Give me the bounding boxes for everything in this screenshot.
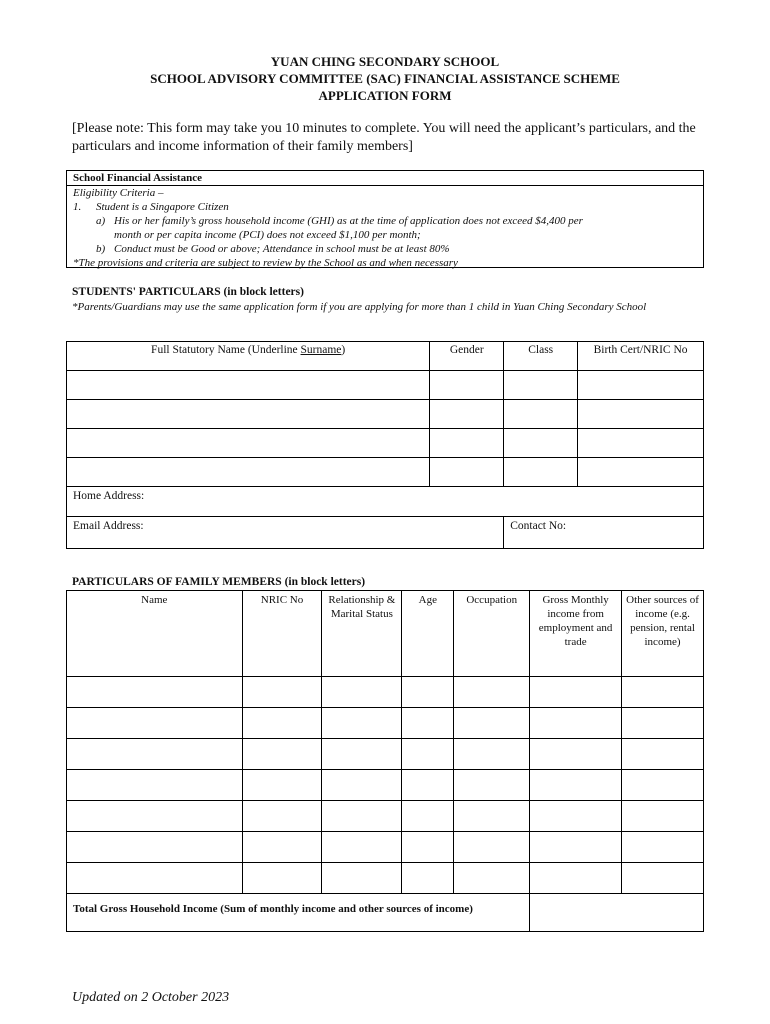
student-class-cell[interactable]: [504, 371, 578, 400]
criterion-a: [67, 214, 703, 228]
family-row: [67, 770, 704, 801]
col-full-name: Full Statutory Name (Underline Surname): [67, 342, 430, 371]
cell[interactable]: [622, 708, 704, 739]
cell[interactable]: [67, 832, 243, 863]
home-address-row: [67, 487, 704, 517]
cell[interactable]: [622, 863, 704, 894]
cell[interactable]: [454, 708, 530, 739]
cell[interactable]: [454, 863, 530, 894]
cell[interactable]: [67, 801, 243, 832]
criterion-1-number: 1.: [73, 201, 82, 213]
student-name-cell[interactable]: [67, 400, 430, 429]
student-id-cell[interactable]: [578, 371, 704, 400]
family-row: [67, 739, 704, 770]
form-title: APPLICATION FORM: [318, 88, 452, 103]
contact-row: [67, 517, 704, 549]
criterion-b-number: b): [96, 243, 106, 255]
family-row: [67, 863, 704, 894]
students-table: [66, 341, 704, 549]
assistance-title: School Financial Assistance: [67, 171, 703, 186]
email-address-field[interactable]: Email Address:: [67, 517, 504, 549]
cell[interactable]: [322, 739, 402, 770]
student-id-cell[interactable]: [578, 429, 704, 458]
col-age: Age: [402, 591, 454, 677]
cell[interactable]: [530, 801, 622, 832]
criterion-a-number: a): [96, 215, 106, 227]
cell[interactable]: [242, 677, 322, 708]
criteria-footnote: *The provisions and criteria are subject to review by the School as and when necessary: [73, 257, 458, 269]
student-row: [67, 458, 704, 487]
students-header-row: [67, 342, 704, 371]
cell[interactable]: [622, 770, 704, 801]
cell[interactable]: [402, 801, 454, 832]
cell[interactable]: [322, 677, 402, 708]
col-occupation: Occupation: [454, 591, 530, 677]
cell[interactable]: [322, 832, 402, 863]
cell[interactable]: [402, 770, 454, 801]
col-other-income: Other sources of income (e.g. pension, rental income): [622, 591, 704, 677]
student-name-cell[interactable]: [67, 371, 430, 400]
student-name-cell[interactable]: [67, 429, 430, 458]
cell[interactable]: [322, 801, 402, 832]
student-row: [67, 429, 704, 458]
cell[interactable]: [402, 708, 454, 739]
cell[interactable]: [622, 739, 704, 770]
form-header: [0, 53, 770, 104]
total-income-field[interactable]: [530, 894, 704, 932]
surname-underlined: Surname: [300, 344, 342, 356]
student-class-cell[interactable]: [504, 400, 578, 429]
student-row: [67, 400, 704, 429]
criterion-1: [67, 200, 703, 214]
col-gross-income: Gross Monthly income from employment and trade: [530, 591, 622, 677]
cell[interactable]: [530, 739, 622, 770]
cell[interactable]: [67, 863, 243, 894]
criterion-b-text: Conduct must be Good or above; Attendance in school must be at least 80%: [114, 243, 450, 255]
cell[interactable]: [242, 739, 322, 770]
col-name: Name: [67, 591, 243, 677]
student-gender-cell[interactable]: [430, 429, 504, 458]
cell[interactable]: [622, 801, 704, 832]
home-address-field[interactable]: Home Address:: [67, 487, 704, 517]
updated-date: Updated on 2 October 2023: [72, 990, 230, 1005]
cell[interactable]: [530, 770, 622, 801]
cell[interactable]: [530, 708, 622, 739]
col-birth-cert-nric: Birth Cert/NRIC No: [578, 342, 704, 371]
student-gender-cell[interactable]: [430, 458, 504, 487]
student-gender-cell[interactable]: [430, 371, 504, 400]
cell[interactable]: [322, 863, 402, 894]
student-gender-cell[interactable]: [430, 400, 504, 429]
criterion-a-text-2: month or per capita income (PCI) does not exceed $1,100 per month;: [114, 229, 421, 241]
cell[interactable]: [454, 739, 530, 770]
cell[interactable]: [530, 863, 622, 894]
col-gender: Gender: [430, 342, 504, 371]
family-row: [67, 832, 704, 863]
cell[interactable]: [242, 863, 322, 894]
cell[interactable]: [622, 832, 704, 863]
cell[interactable]: [402, 863, 454, 894]
cell[interactable]: [402, 739, 454, 770]
cell[interactable]: [622, 677, 704, 708]
students-section-note: *Parents/Guardians may use the same application form if you are applying for more than 1 child in Yuan Ching Secondary School: [72, 301, 647, 313]
students-section-title: STUDENTS' PARTICULARS (in block letters): [72, 286, 304, 298]
eligibility-heading: Eligibility Criteria –: [73, 187, 164, 199]
cell[interactable]: [530, 832, 622, 863]
family-members-table: [66, 590, 704, 932]
scheme-name: SCHOOL ADVISORY COMMITTEE (SAC) FINANCIAL ASSISTANCE SCHEME: [150, 71, 620, 86]
cell[interactable]: [67, 770, 243, 801]
criterion-1-text: Student is a Singapore Citizen: [96, 201, 229, 213]
cell[interactable]: [242, 801, 322, 832]
cell[interactable]: [322, 708, 402, 739]
family-header-row: [67, 591, 704, 677]
financial-assistance-box: [66, 170, 704, 268]
student-class-cell[interactable]: [504, 429, 578, 458]
total-income-label: Total Gross Household Income (Sum of monthly income and other sources of income): [67, 894, 530, 932]
col-class: Class: [504, 342, 578, 371]
cell[interactable]: [402, 677, 454, 708]
contact-no-field[interactable]: Contact No:: [504, 517, 704, 549]
school-name: YUAN CHING SECONDARY SCHOOL: [270, 54, 500, 69]
family-row: [67, 677, 704, 708]
student-id-cell[interactable]: [578, 458, 704, 487]
cell[interactable]: [530, 677, 622, 708]
cell[interactable]: [454, 770, 530, 801]
col-nric: NRIC No: [242, 591, 322, 677]
completion-note: [Please note: This form may take you 10 minutes to complete. You will need the applicant’s particulars, and the particulars and income information of their family members]: [72, 121, 696, 154]
cell[interactable]: [454, 801, 530, 832]
family-row: [67, 801, 704, 832]
cell[interactable]: [454, 832, 530, 863]
cell[interactable]: [322, 770, 402, 801]
student-id-cell[interactable]: [578, 400, 704, 429]
student-row: [67, 371, 704, 400]
cell[interactable]: [454, 677, 530, 708]
student-name-cell[interactable]: [67, 458, 430, 487]
family-section-title: PARTICULARS OF FAMILY MEMBERS (in block letters): [72, 576, 366, 588]
total-income-row: [67, 894, 704, 932]
col-relationship: Relationship & Marital Status: [322, 591, 402, 677]
criterion-b: [67, 242, 703, 256]
family-row: [67, 708, 704, 739]
cell[interactable]: [242, 832, 322, 863]
cell[interactable]: [67, 739, 243, 770]
criterion-a-text-1: His or her family’s gross household income (GHI) as at the time of application does not exceed $4,400 per: [114, 215, 583, 227]
student-class-cell[interactable]: [504, 458, 578, 487]
cell[interactable]: [67, 708, 243, 739]
cell[interactable]: [242, 708, 322, 739]
cell[interactable]: [67, 677, 243, 708]
cell[interactable]: [242, 770, 322, 801]
cell[interactable]: [402, 832, 454, 863]
